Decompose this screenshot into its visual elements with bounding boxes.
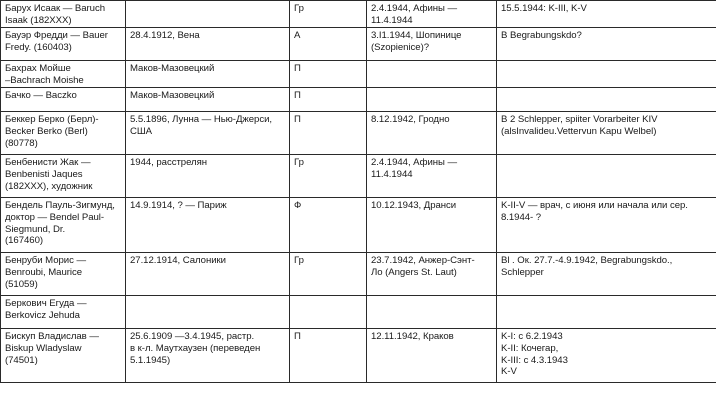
table-row	[1, 112, 716, 155]
cell-birth	[126, 296, 290, 329]
cell-birth: 28.4.1912, Вена	[126, 28, 290, 61]
cell-name: Бискуп Владислав — Biskup Wladyslaw (74501)	[1, 329, 126, 383]
cell-group: Ф	[290, 198, 367, 253]
cell-group	[290, 296, 367, 329]
cell-arrival: 8.12.1942, Гродно	[367, 112, 497, 155]
cell-birth: Маков-Мазовецкий	[126, 88, 290, 112]
table-row	[1, 61, 716, 88]
cell-name: Бачко — Baczko	[1, 88, 126, 112]
cell-birth: Маков-Мазовецкий	[126, 61, 290, 88]
cell-group: П	[290, 329, 367, 383]
cell-name: Беккер Берко (Берл)- Becker Berko (Berl) (80778)	[1, 112, 126, 155]
cell-arrival: 12.11.1942, Краков	[367, 329, 497, 383]
cell-notes	[497, 61, 716, 88]
table-row	[1, 253, 716, 296]
cell-birth	[126, 1, 290, 28]
cell-notes: Bl . Ок. 27.7.-4.9.1942, Begrabungskdo., Schlepper	[497, 253, 716, 296]
cell-notes: B 2 Schlepper, spiiter Vorarbeiter KIV (alsInvalideu.Vettervun Kapu Welbel)	[497, 112, 716, 155]
table-row	[1, 329, 716, 383]
cell-name: Барух Исаак — Baruch Isaak (182XXX)	[1, 1, 126, 28]
cell-birth: 1944, расстрелян	[126, 155, 290, 198]
cell-group: Гр	[290, 253, 367, 296]
cell-group: П	[290, 61, 367, 88]
cell-arrival	[367, 88, 497, 112]
cell-name: Бендель Пауль-Зигмунд, доктор — Bendel Paul- Siegmund, Dr. (167460)	[1, 198, 126, 253]
cell-notes	[497, 88, 716, 112]
cell-arrival	[367, 296, 497, 329]
cell-notes: B Begrabungskdo?	[497, 28, 716, 61]
cell-name: Бенруби Морис — Benroubi, Maurice (51059)	[1, 253, 126, 296]
cell-birth: 14.9.1914, ? — Париж	[126, 198, 290, 253]
cell-arrival	[367, 61, 497, 88]
cell-group: Гр	[290, 1, 367, 28]
cell-birth: 27.12.1914, Салоники	[126, 253, 290, 296]
cell-name: Бауэр Фредди — Bauer Fredy. (160403)	[1, 28, 126, 61]
table-row	[1, 28, 716, 61]
cell-group: Гр	[290, 155, 367, 198]
table-row	[1, 155, 716, 198]
cell-name: Беркович Егуда — Berkovicz Jehuda	[1, 296, 126, 329]
cell-notes: 15.5.1944: K-III, K-V	[497, 1, 716, 28]
cell-birth: 25.6.1909 —3.4.1945, растр. в к-л. Маутхаузен (переведен 5.1.1945)	[126, 329, 290, 383]
cell-arrival: 2.4.1944, Афины — 11.4.1944	[367, 1, 497, 28]
cell-group: П	[290, 88, 367, 112]
cell-notes: K-II-V — врач, с июня или начала или сер. 8.1944- ?	[497, 198, 716, 253]
cell-arrival: 3.I1.1944, Шопинице (Szopienice)?	[367, 28, 497, 61]
table-row	[1, 88, 716, 112]
table-row	[1, 198, 716, 253]
cell-name: Бенбенисти Жак — Benbenisti Jaques (182XXX), художник	[1, 155, 126, 198]
cell-arrival: 23.7.1942, Анжер-Сэнт- Ло (Angers St. Laut)	[367, 253, 497, 296]
cell-notes	[497, 155, 716, 198]
table-body	[1, 1, 716, 383]
cell-arrival: 10.12.1943, Дранси	[367, 198, 497, 253]
table-row	[1, 1, 716, 28]
cell-group: П	[290, 112, 367, 155]
cell-group: А	[290, 28, 367, 61]
cell-notes	[497, 296, 716, 329]
table-row	[1, 296, 716, 329]
cell-birth: 5.5.1896, Лунна — Нью-Джерси, США	[126, 112, 290, 155]
cell-arrival: 2.4.1944, Афины — 11.4.1944	[367, 155, 497, 198]
cell-notes: K-I: с 6.2.1943 K-II: Кочегар, K-III: с 4.3.1943 K-V	[497, 329, 716, 383]
cell-name: Бахрах Мойше –Bachrach Moishe	[1, 61, 126, 88]
